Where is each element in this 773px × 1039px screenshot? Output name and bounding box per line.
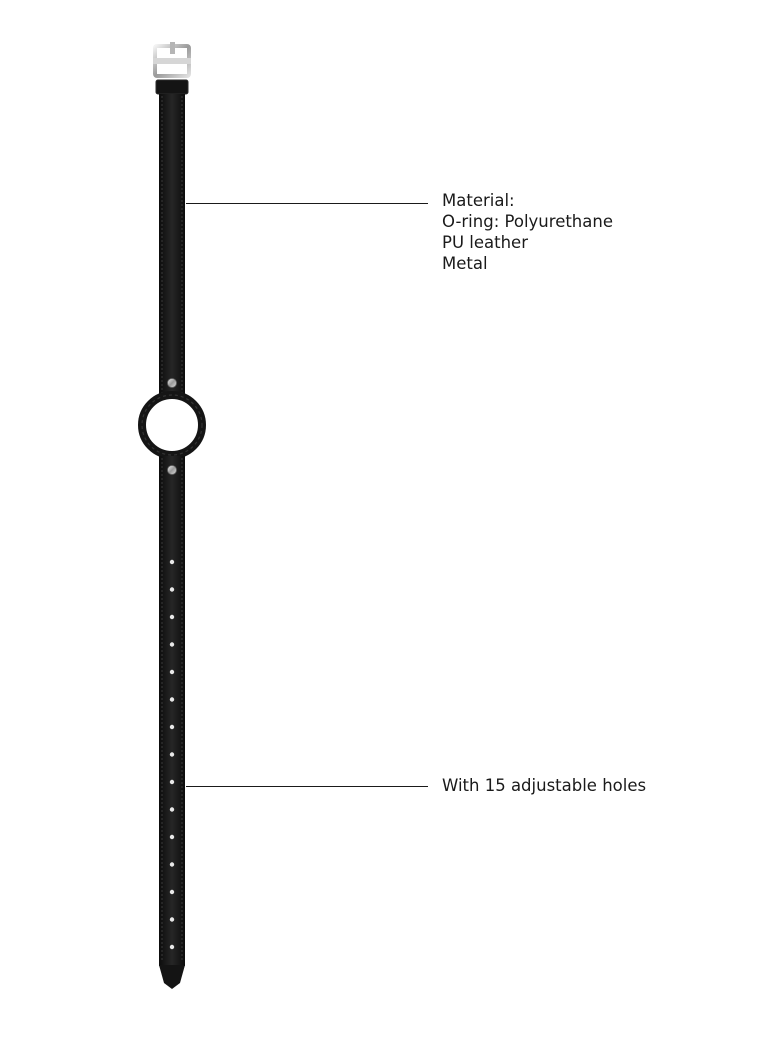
material-callout-line (186, 203, 428, 204)
material-o-ring: O-ring: Polyurethane (442, 212, 613, 231)
strap-hole (170, 807, 174, 811)
strap-hole (170, 862, 174, 866)
strap-hole (170, 890, 174, 894)
strap-hole (170, 670, 174, 674)
holes-callout-line (186, 786, 428, 787)
upper-strap (159, 94, 185, 396)
strap-keeper (156, 80, 188, 94)
strap-hole (170, 615, 174, 619)
buckle-icon (153, 42, 191, 76)
material-pu-leather: PU leather (442, 233, 528, 252)
adjustable-holes (170, 560, 174, 949)
lower-strap (159, 456, 185, 966)
strap-hole (170, 560, 174, 564)
strap-tip (159, 965, 185, 989)
holes-label: With 15 adjustable holes (442, 776, 647, 795)
strap-hole (170, 587, 174, 591)
strap-hole (170, 725, 174, 729)
strap-hole (170, 945, 174, 949)
material-heading: Material: (442, 191, 515, 210)
strap-hole (170, 780, 174, 784)
material-label (442, 190, 613, 274)
upper-rivet (168, 379, 177, 388)
strap-hole (170, 835, 174, 839)
strap-hole (170, 752, 174, 756)
o-ring-icon (142, 395, 202, 455)
material-metal: Metal (442, 254, 488, 273)
strap-hole (170, 697, 174, 701)
strap-hole (170, 917, 174, 921)
strap-hole (170, 642, 174, 646)
lower-rivet (168, 466, 177, 475)
